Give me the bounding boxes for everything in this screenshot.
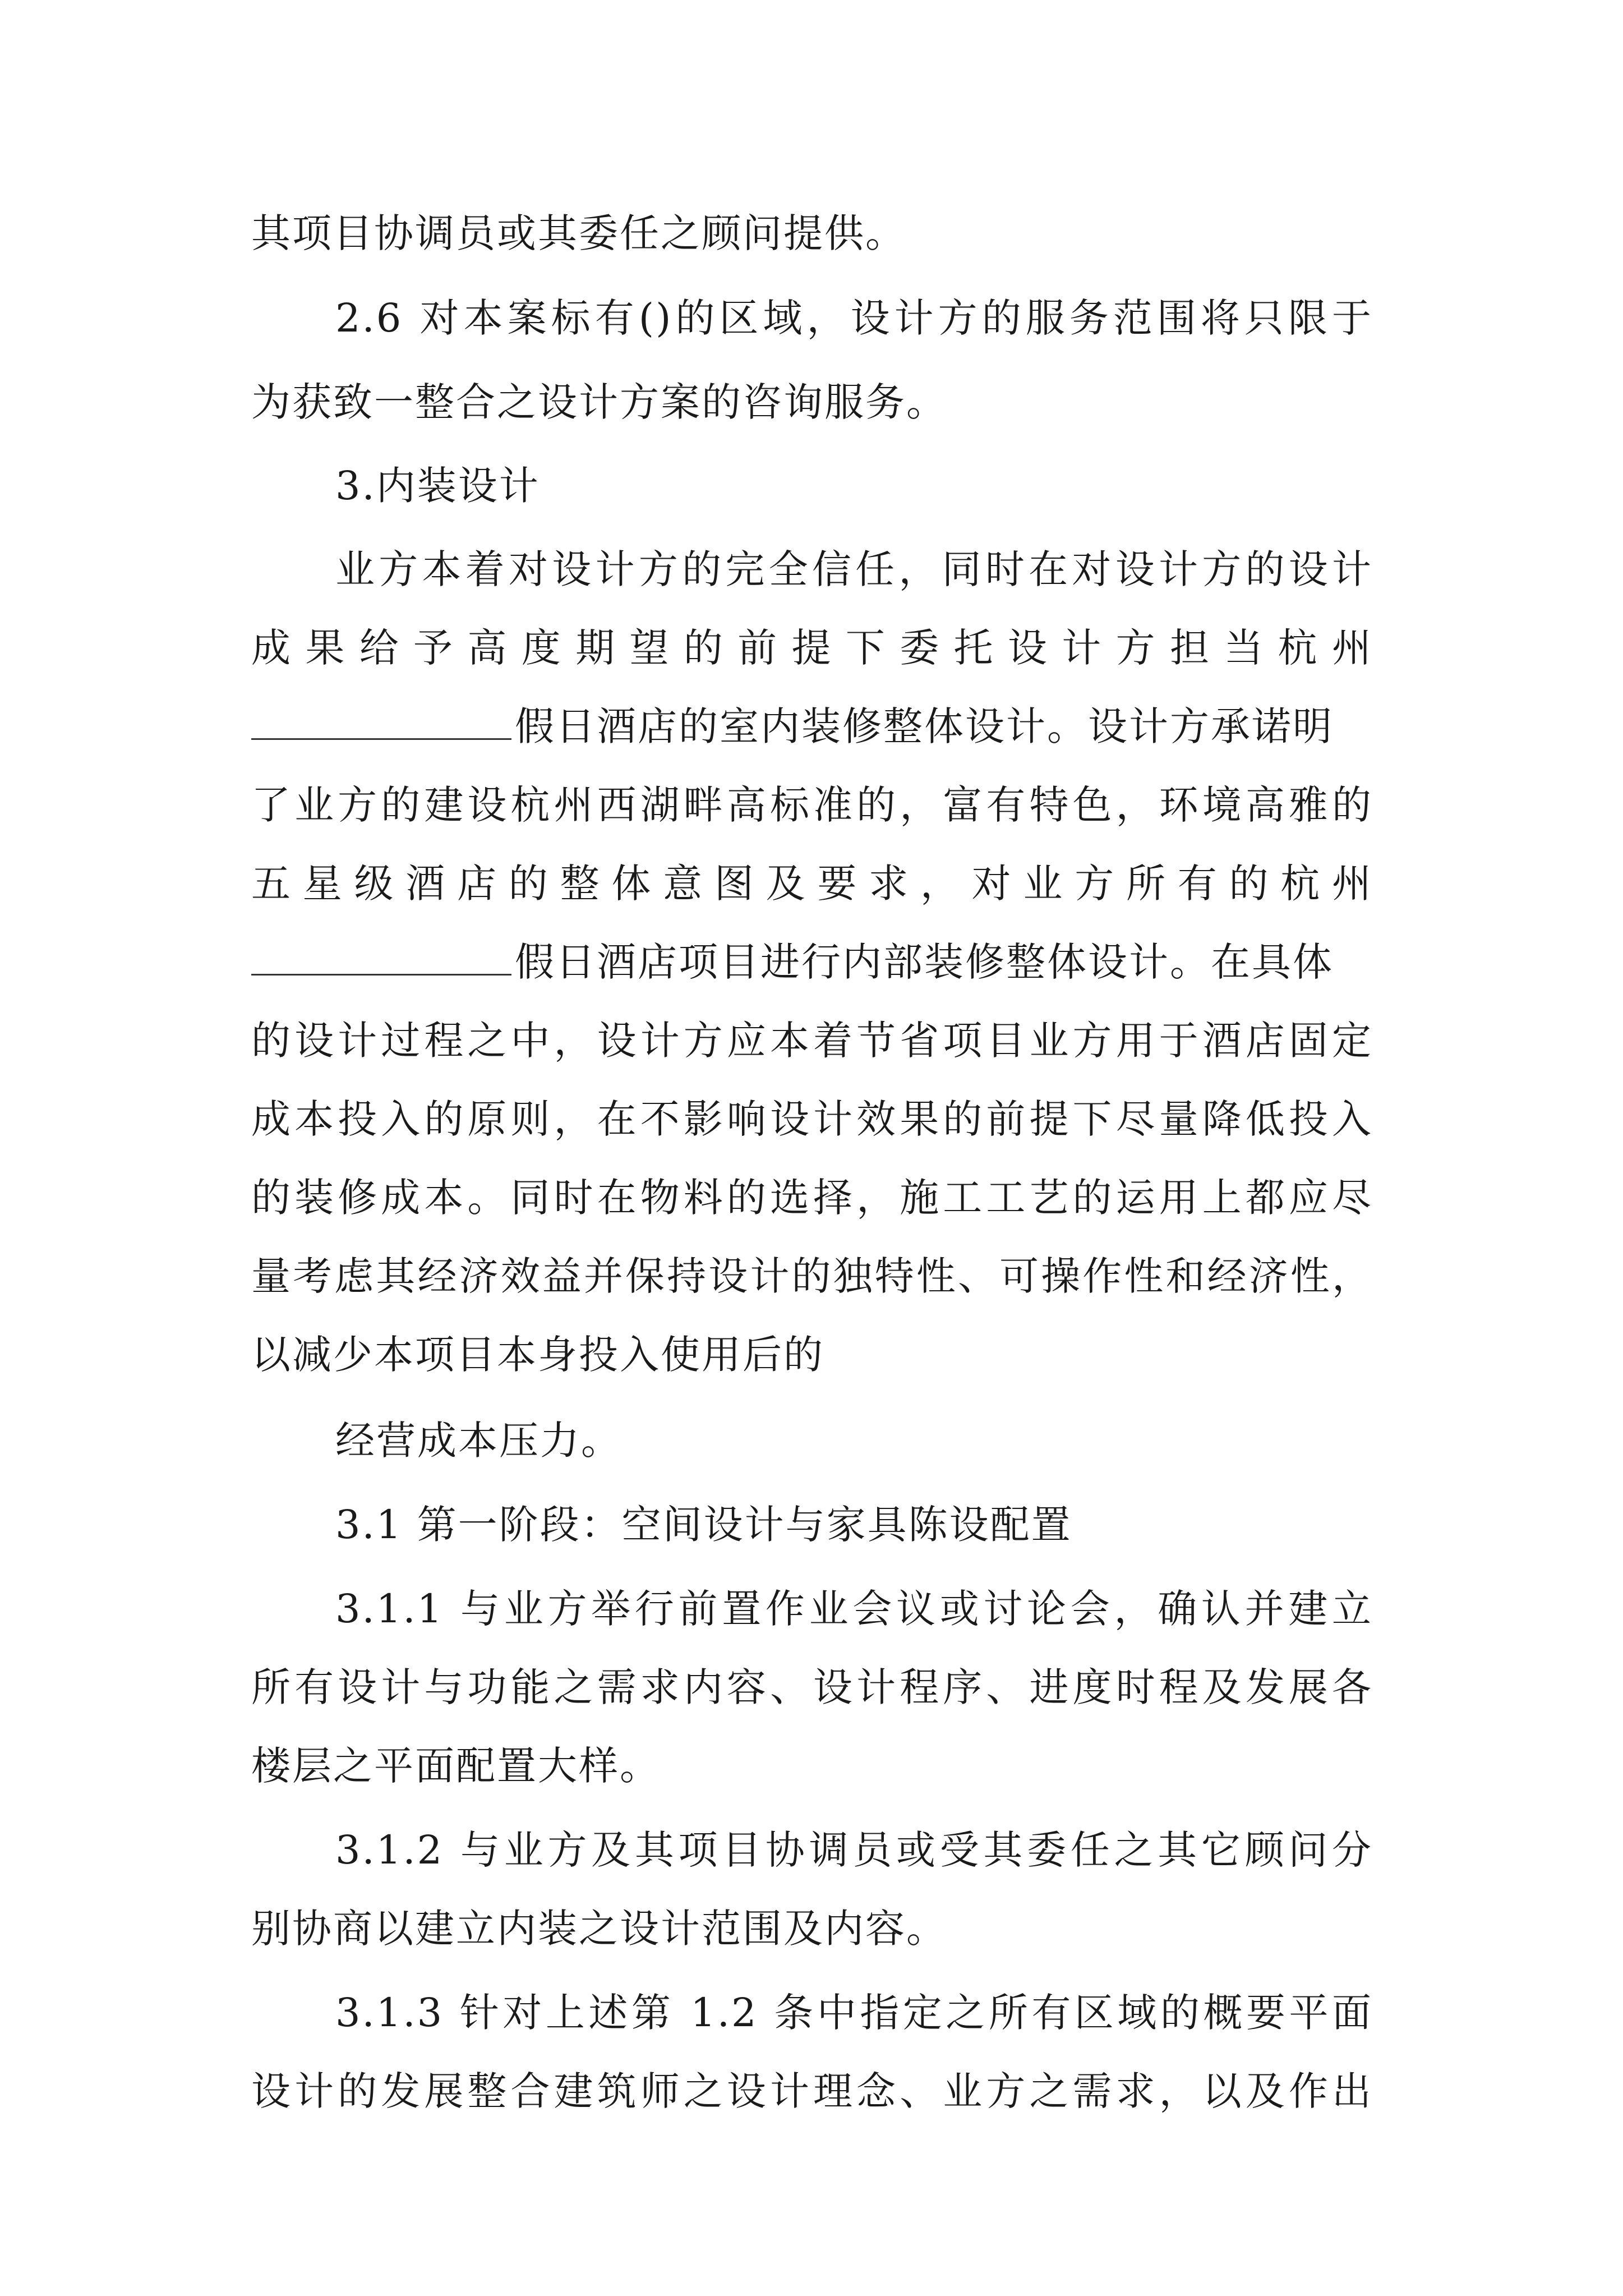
text-line: 所有设计与功能之需求内容、设计程序、进度时程及发展各 [251, 1664, 1373, 1710]
text-line: 经营成本压力。 [335, 1418, 622, 1464]
blank-underline [251, 940, 511, 976]
text-line: 设计的发展整合建筑师之设计理念、业方之需求，以及作出 [251, 2068, 1373, 2114]
text-line: 别协商以建立内装之设计范围及内容。 [251, 1906, 947, 1952]
text-span: 假日酒店项目进行内部装修整体设计。在具体 [515, 939, 1334, 985]
text-line: 为获致一整合之设计方案的咨询服务。 [251, 379, 947, 425]
text-line [251, 931, 1373, 993]
text-line: 成本投入的原则，在不影响设计效果的前提下尽量降低投入 [251, 1096, 1373, 1142]
text-line: 3.1.1 与业方举行前置作业会议或讨论会，确认并建立 [335, 1586, 1373, 1632]
text-line: 的装修成本。同时在物料的选择，施工工艺的运用上都应尽 [251, 1175, 1373, 1221]
text-line: 业方本着对设计方的完全信任，同时在对设计方的设计 [335, 546, 1373, 592]
text-line: 2.6 对本案标有()的区域，设计方的服务范围将只限于 [335, 295, 1373, 341]
text-line: 以减少本项目本身投入使用后的 [251, 1332, 824, 1378]
text-line: 3.1.3 针对上述第 1.2 条中指定之所有区域的概要平面 [335, 1990, 1373, 2036]
text-line: 量考虑其经济效益并保持设计的独特性、可操作性和经济性， [251, 1253, 1373, 1299]
text-line: 楼层之平面配置大样。 [251, 1743, 661, 1789]
text-line: 了业方的建设杭州西湖畔高标准的，富有特色，环境高雅的 [251, 782, 1373, 828]
blank-underline [251, 705, 511, 740]
text-line [251, 696, 1373, 757]
text-line: 的设计过程之中，设计方应本着节省项目业方用于酒店固定 [251, 1018, 1373, 1064]
text-line: 3.1.2 与业方及其项目协调员或受其委任之其它顾问分 [335, 1827, 1373, 1873]
text-line: 五星级酒店的整体意图及要求，对业方所有的杭州 [251, 861, 1373, 907]
section-heading: 3.1 第一阶段：空间设计与家具陈设配置 [335, 1502, 1072, 1548]
section-heading: 3.内装设计 [335, 463, 540, 509]
text-line: 其项目协调员或其委任之顾问提供。 [251, 210, 906, 256]
text-line: 成果给予高度期望的前提下委托设计方担当杭州 [251, 625, 1373, 671]
text-span: 假日酒店的室内装修整体设计。设计方承诺明 [515, 703, 1334, 749]
